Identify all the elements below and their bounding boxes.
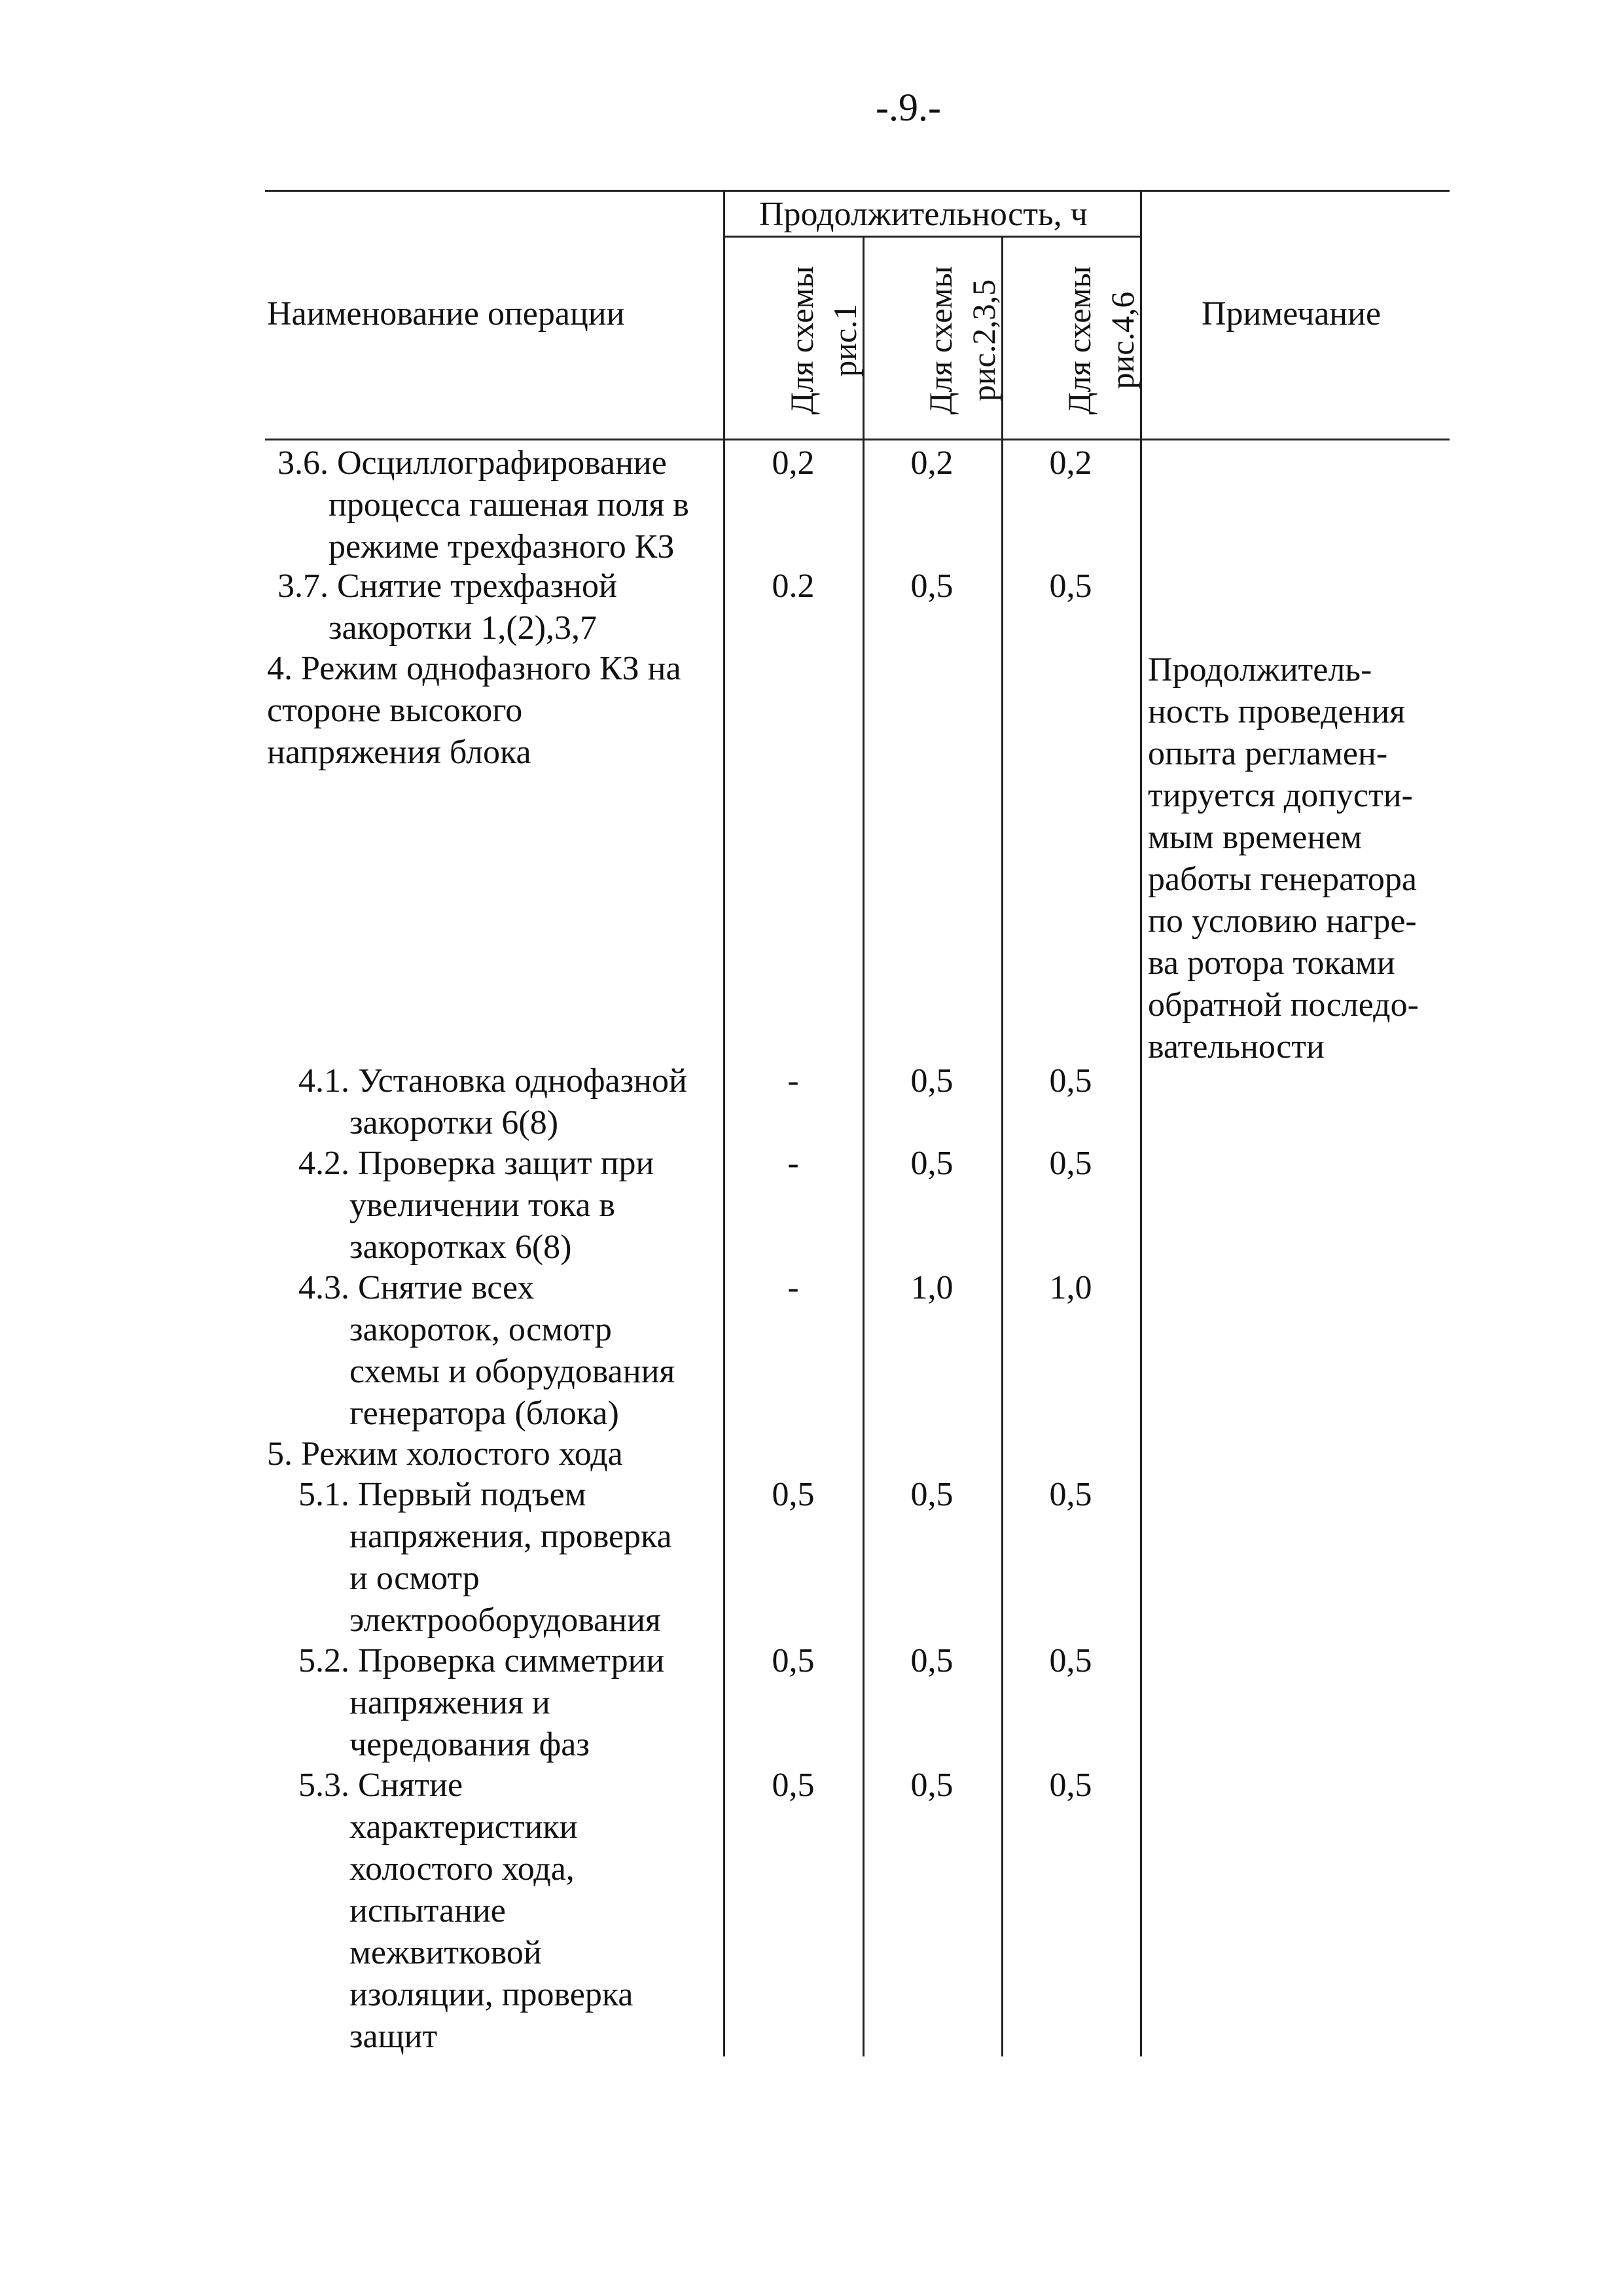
row-value-col3: 0,5 [1049, 1145, 1092, 1182]
row-value-col1: 0,2 [772, 444, 815, 482]
header-bottom-rule [265, 439, 1450, 440]
row-value-col1: - [787, 1062, 799, 1100]
row-value-col2: 0,2 [910, 444, 954, 482]
row-value-col2: 1,0 [910, 1269, 954, 1306]
row-operation: 4.1. Установка однофазной закоротки 6(8) [298, 1062, 687, 1141]
row-value-col2: 0,5 [910, 1062, 954, 1100]
note-text: Продолжитель- ность проведения опыта регламен- тируется допусти- мым временем работы генератора по условию нагре- ва ротора токами обратной последо- вательности [1148, 651, 1419, 1066]
row-value-col1: 0,5 [772, 1476, 815, 1513]
row-value-col3: 0,5 [1049, 1476, 1092, 1513]
row-value-col3: 0,2 [1049, 444, 1092, 482]
row-value-col2: 0,5 [910, 1145, 954, 1182]
row-value-col3: 0,5 [1049, 1767, 1092, 1804]
header-note: Примечание [1202, 295, 1382, 332]
row-operation: 3.7. Снятие трехфазной закоротки 1,(2),3,7 [277, 567, 617, 647]
col-divider-2 [1001, 236, 1003, 2056]
duration-subheader-rule [723, 236, 1142, 238]
row-operation: 5.2. Проверка симметрии напряжения и чередования фаз [298, 1642, 665, 1763]
col-divider-1 [863, 236, 865, 2056]
col-divider-operation [723, 190, 725, 2056]
row-value-col3: 0,5 [1049, 1642, 1092, 1679]
row-value-col1: - [787, 1269, 799, 1306]
row-value-col2: 0,5 [910, 1767, 954, 1804]
header-col-1: Для схемы рис.1 [783, 266, 863, 415]
row-value-col2: 0,5 [910, 567, 954, 605]
page-number: -.9.- [876, 86, 941, 129]
row-operation: 5.3. Снятие характеристики холостого хода, испытание межвитковой изоляции, проверка защит [298, 1767, 633, 2055]
table-top-rule [265, 190, 1450, 192]
row-value-col3: 0,5 [1049, 1062, 1092, 1100]
row-operation: 4.2. Проверка защит при увеличении тока в закоротках 6(8) [298, 1145, 654, 1266]
row-value-col1: - [787, 1145, 799, 1182]
row-value-col3: 1,0 [1049, 1269, 1092, 1306]
header-col-2: Для схемы рис.2,3,5 [922, 266, 1002, 415]
row-value-col1: 0.2 [772, 567, 815, 605]
row-value-col1: 0,5 [772, 1767, 815, 1804]
row-operation: 3.6. Осциллографирование процесса гашеная поля в режиме трехфазного КЗ [277, 444, 689, 565]
row-operation: 5. Режим холостого хода [267, 1435, 623, 1473]
row-operation: 5.1. Первый подъем напряжения, проверка и осмотр электрооборудования [298, 1476, 672, 1639]
row-value-col1: 0,5 [772, 1642, 815, 1679]
row-operation: 4.3. Снятие всех закороток, осмотр схемы и оборудования генератора (блока) [298, 1269, 675, 1432]
header-duration: Продолжительность, ч [759, 196, 1088, 233]
header-operation: Наименование операции [267, 295, 625, 332]
row-value-col3: 0,5 [1049, 567, 1092, 605]
row-operation: 4. Режим однофазного КЗ на стороне высокого напряжения блока [267, 650, 681, 771]
col-divider-3 [1140, 190, 1142, 2056]
row-value-col2: 0,5 [910, 1476, 954, 1513]
header-col-3: Для схемы рис.4,6 [1061, 266, 1141, 415]
row-value-col2: 0,5 [910, 1642, 954, 1679]
